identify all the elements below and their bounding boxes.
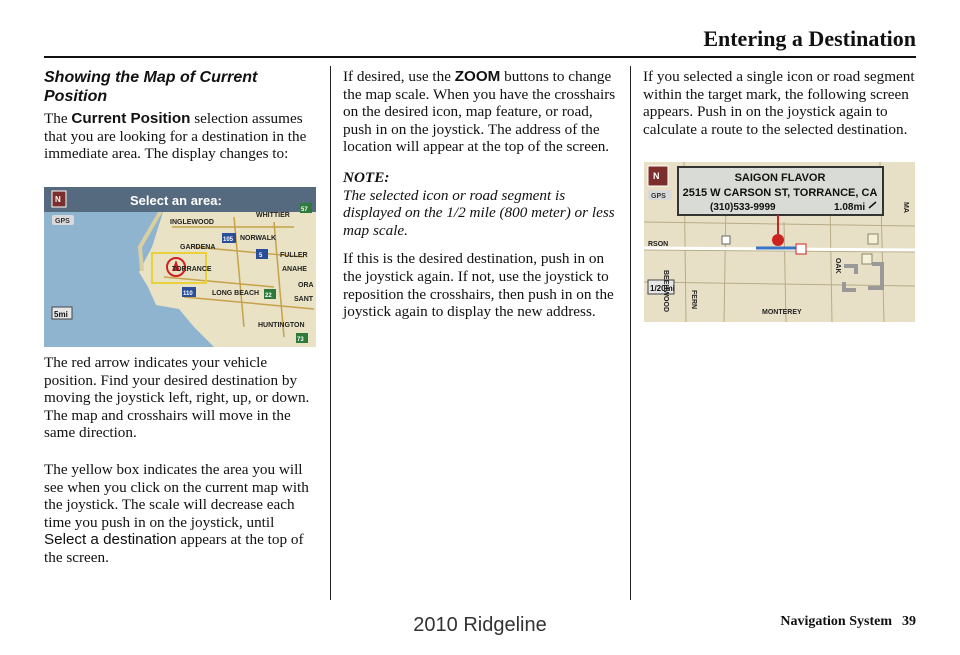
destination-map-screen <box>644 162 915 322</box>
column-divider <box>630 66 631 600</box>
city-orange: ORA <box>298 282 314 289</box>
text-fragment: If desired, use the <box>343 68 455 85</box>
shield-73-label: 73 <box>297 337 304 343</box>
street-label: RSON <box>648 241 669 248</box>
north-label: N <box>653 171 660 181</box>
poi-icon <box>868 234 878 244</box>
area-map-image <box>44 187 316 347</box>
city-long-beach: LONG BEACH <box>212 290 260 297</box>
zoom-term: ZOOM <box>454 68 501 85</box>
city-huntington: HUNTINGTON <box>258 322 305 329</box>
area-map-screen <box>44 187 316 347</box>
poi-icon <box>862 254 872 264</box>
text-fragment: The <box>44 110 72 127</box>
note-block <box>343 169 618 239</box>
map-banner-text: Select an area: <box>130 193 222 208</box>
street-label: MONTEREY <box>762 309 802 316</box>
text-fragment: selection assumes that you are looking for a destination in the immediate area. The display changes to: <box>44 110 307 163</box>
poi-icon <box>722 236 730 244</box>
selected-icon-paragraph: If you selected a single icon or road segment within the target mark, the following screen appears. Push in on the joystick again to calculate a route to the selected destination. <box>643 68 915 138</box>
scale-label: 1/20mi <box>650 284 675 293</box>
column-1 <box>44 68 319 174</box>
text-fragment: appears at the top of the screen. <box>44 531 304 566</box>
street-label: FERN <box>690 290 697 310</box>
selected-poi-icon <box>772 234 784 246</box>
footer-section: Navigation System <box>780 614 892 629</box>
zoom-paragraph <box>343 68 618 156</box>
gps-label: GPS <box>651 193 666 200</box>
city-whittier: WHITTIER <box>256 212 290 219</box>
shield-5-label: 5 <box>259 253 263 259</box>
city-anaheim: ANAHE <box>282 266 307 273</box>
shield-105-label: 105 <box>223 237 234 243</box>
confirm-paragraph: If this is the desired destination, push in on the joystick again. If not, use the joystick to reposition the crosshairs, then push in on the joystick again to display the new address. <box>343 250 614 321</box>
destination-map-image <box>644 162 915 322</box>
city-inglewood: INGLEWOOD <box>170 219 214 226</box>
place-name: SAIGON FLAVOR <box>734 172 826 184</box>
page-number: 39 <box>902 614 916 629</box>
current-position-term: Current Position <box>71 110 191 127</box>
shield-57-label: 57 <box>301 207 308 213</box>
shield-110-label: 110 <box>183 291 193 297</box>
gas-station-icon <box>796 244 806 254</box>
scale-label: 5mi <box>54 310 68 319</box>
city-torrance: TORRANCE <box>172 266 212 273</box>
street-label: OAK <box>834 258 841 274</box>
column-3 <box>643 68 918 149</box>
red-arrow-paragraph: The red arrow indicates your vehicle position. Find your desired destination by moving the joystick left, right, up, or down. The map and crosshairs will move in the same direction. <box>44 354 310 442</box>
section-heading: Showing the Map of Current Position <box>44 69 258 105</box>
title-rule <box>44 56 916 58</box>
shield-22-label: 22 <box>265 293 272 299</box>
yellow-box-paragraph <box>44 461 319 567</box>
city-norwalk: NORWALK <box>240 235 277 242</box>
intro-paragraph <box>44 110 319 163</box>
place-distance: 1.08mi <box>834 202 866 213</box>
city-santa-ana: SANT <box>294 296 314 303</box>
place-phone: (310)533-9999 <box>710 202 776 213</box>
watermark: 2010 Ridgeline <box>413 614 547 636</box>
city-gardena: GARDENA <box>180 244 216 251</box>
north-label: N <box>55 195 61 204</box>
note-label: NOTE: <box>343 168 390 186</box>
street-label: BEEHWOOD <box>662 270 669 312</box>
text-fragment: The yellow box indicates the area you will see when you click on the current map with the joystick. The scale will decrease each time you push in on the joystick, until <box>44 460 309 531</box>
column-divider <box>330 66 331 600</box>
street-label: MA <box>902 202 909 213</box>
column-1-lower <box>44 354 319 578</box>
text-fragment: buttons to change the map scale. When you have the crosshairs on the desired icon, map feature, or road, push in on the joystick. The address of the location will appear at the top of the screen. <box>343 68 616 156</box>
column-2 <box>343 68 618 332</box>
place-address: 2515 W CARSON ST, TORRANCE, CA <box>682 187 878 199</box>
page-title: Entering a Destination <box>703 26 916 51</box>
city-fullerton: FULLER <box>280 252 308 259</box>
select-destination-term: Select a destination <box>44 531 177 549</box>
note-text: The selected icon or road segment is displayed on the 1/2 mile (800 meter) or less map scale. <box>343 186 615 239</box>
gps-label: GPS <box>55 218 70 225</box>
